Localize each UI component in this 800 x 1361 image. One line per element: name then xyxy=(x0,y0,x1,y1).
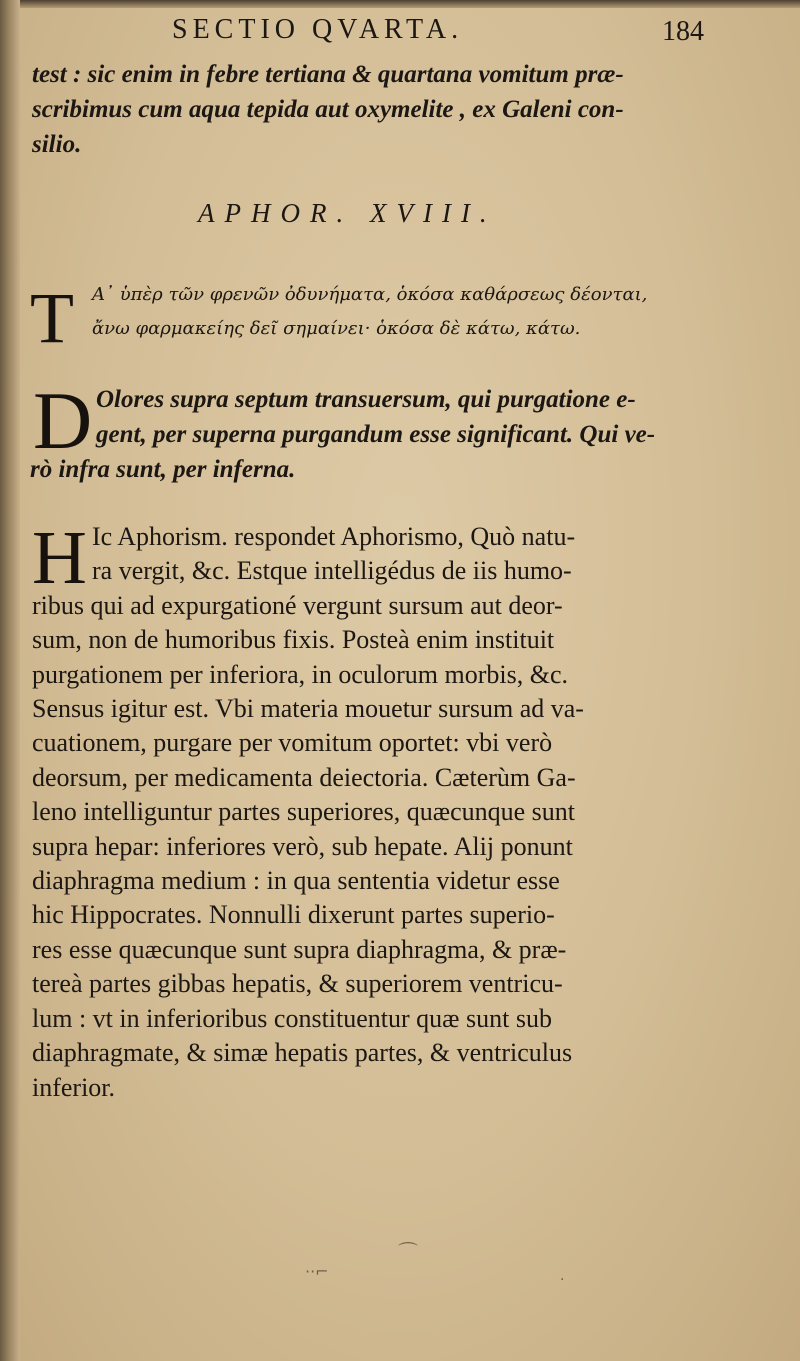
text-line: scribimus cum aqua tepida aut oxymelite , ex Galeni con- xyxy=(32,96,624,123)
page-number: 184 xyxy=(662,16,704,47)
running-head: SECTIO QVARTA. xyxy=(172,14,464,45)
text-line: Olores supra septum transuersum, qui purgatione e- xyxy=(96,386,636,413)
text-line: supra hepar: inferiores verò, sub hepate. Alij ponunt xyxy=(32,831,573,861)
text-line: diaphragmate, & simæ hepatis partes, & ventriculus xyxy=(32,1038,573,1068)
page-top-edge xyxy=(0,0,800,8)
binding-gutter xyxy=(0,0,20,1361)
aphorism-title: APHOR. XVIII. xyxy=(198,198,497,228)
ink-mark: · xyxy=(560,1272,565,1288)
text-line: res esse quæcunque sunt supra diaphragma, & præ- xyxy=(32,934,567,964)
text-line: silio. xyxy=(32,131,82,158)
text-line: diaphragma medium : in qua sententia videtur esse xyxy=(32,866,560,896)
ink-mark: ⌒ xyxy=(398,1240,418,1264)
latin-aphorism xyxy=(30,382,716,487)
text-line: tereà partes gibbas hepatis, & superiorem ventricu- xyxy=(32,969,563,999)
commentary xyxy=(32,516,722,1105)
text-line: leno intelliguntur partes superiores, quæcunque sunt xyxy=(32,797,576,827)
continued-paragraph xyxy=(32,57,712,162)
ink-mark: ··⌐ xyxy=(305,1262,329,1281)
text-line: lum : vt in inferioribus constituentur quæ sunt sub xyxy=(32,1003,552,1033)
greek-line: Α᾽ ὑπὲρ τῶν φρενῶν ὀδυνήματα, ὁκόσα καθάρσεως δέονται, xyxy=(92,284,648,305)
text-line: hic Hippocrates. Nonnulli dixerunt partes superio- xyxy=(32,900,555,930)
text-line: cuationem, purgare per vomitum oportet: vbi verò xyxy=(32,728,553,758)
latin-drop-cap: D xyxy=(33,375,93,466)
page-header xyxy=(0,14,800,50)
text-line: Ic Aphorism. respondet Aphorismo, Quò natu- xyxy=(92,522,576,551)
text-line: rò infra sunt, per inferna. xyxy=(30,456,296,483)
text-line: ra vergit, &c. Estque intelligédus de iis humo- xyxy=(92,556,572,586)
text-line: deorsum, per medicamenta deiectoria. Cæterùm Ga- xyxy=(32,762,576,792)
text-line: ribus qui ad expurgationé vergunt sursum aut deor- xyxy=(32,590,563,620)
text-line: sum, non de humoribus fixis. Posteà enim instituit xyxy=(32,625,555,655)
greek-line: ἄνω φαρμακείης δεῖ σημαίνει· ὁκόσα δὲ κάτω, κάτω. xyxy=(92,318,581,339)
text-line: gent, per superna purgandum esse significant. Qui ve- xyxy=(96,421,656,448)
text-line: Sensus igitur est. Vbi materia mouetur sursum ad va- xyxy=(32,694,584,724)
commentary-drop-cap: H xyxy=(32,516,87,600)
text-line: purgationem per inferiora, in oculorum morbis, &c. xyxy=(32,659,568,689)
text-line: inferior. xyxy=(32,1072,116,1102)
text-line: test : sic enim in febre tertiana & quartana vomitum præ- xyxy=(32,61,624,88)
greek-drop-cap: T xyxy=(30,278,74,358)
